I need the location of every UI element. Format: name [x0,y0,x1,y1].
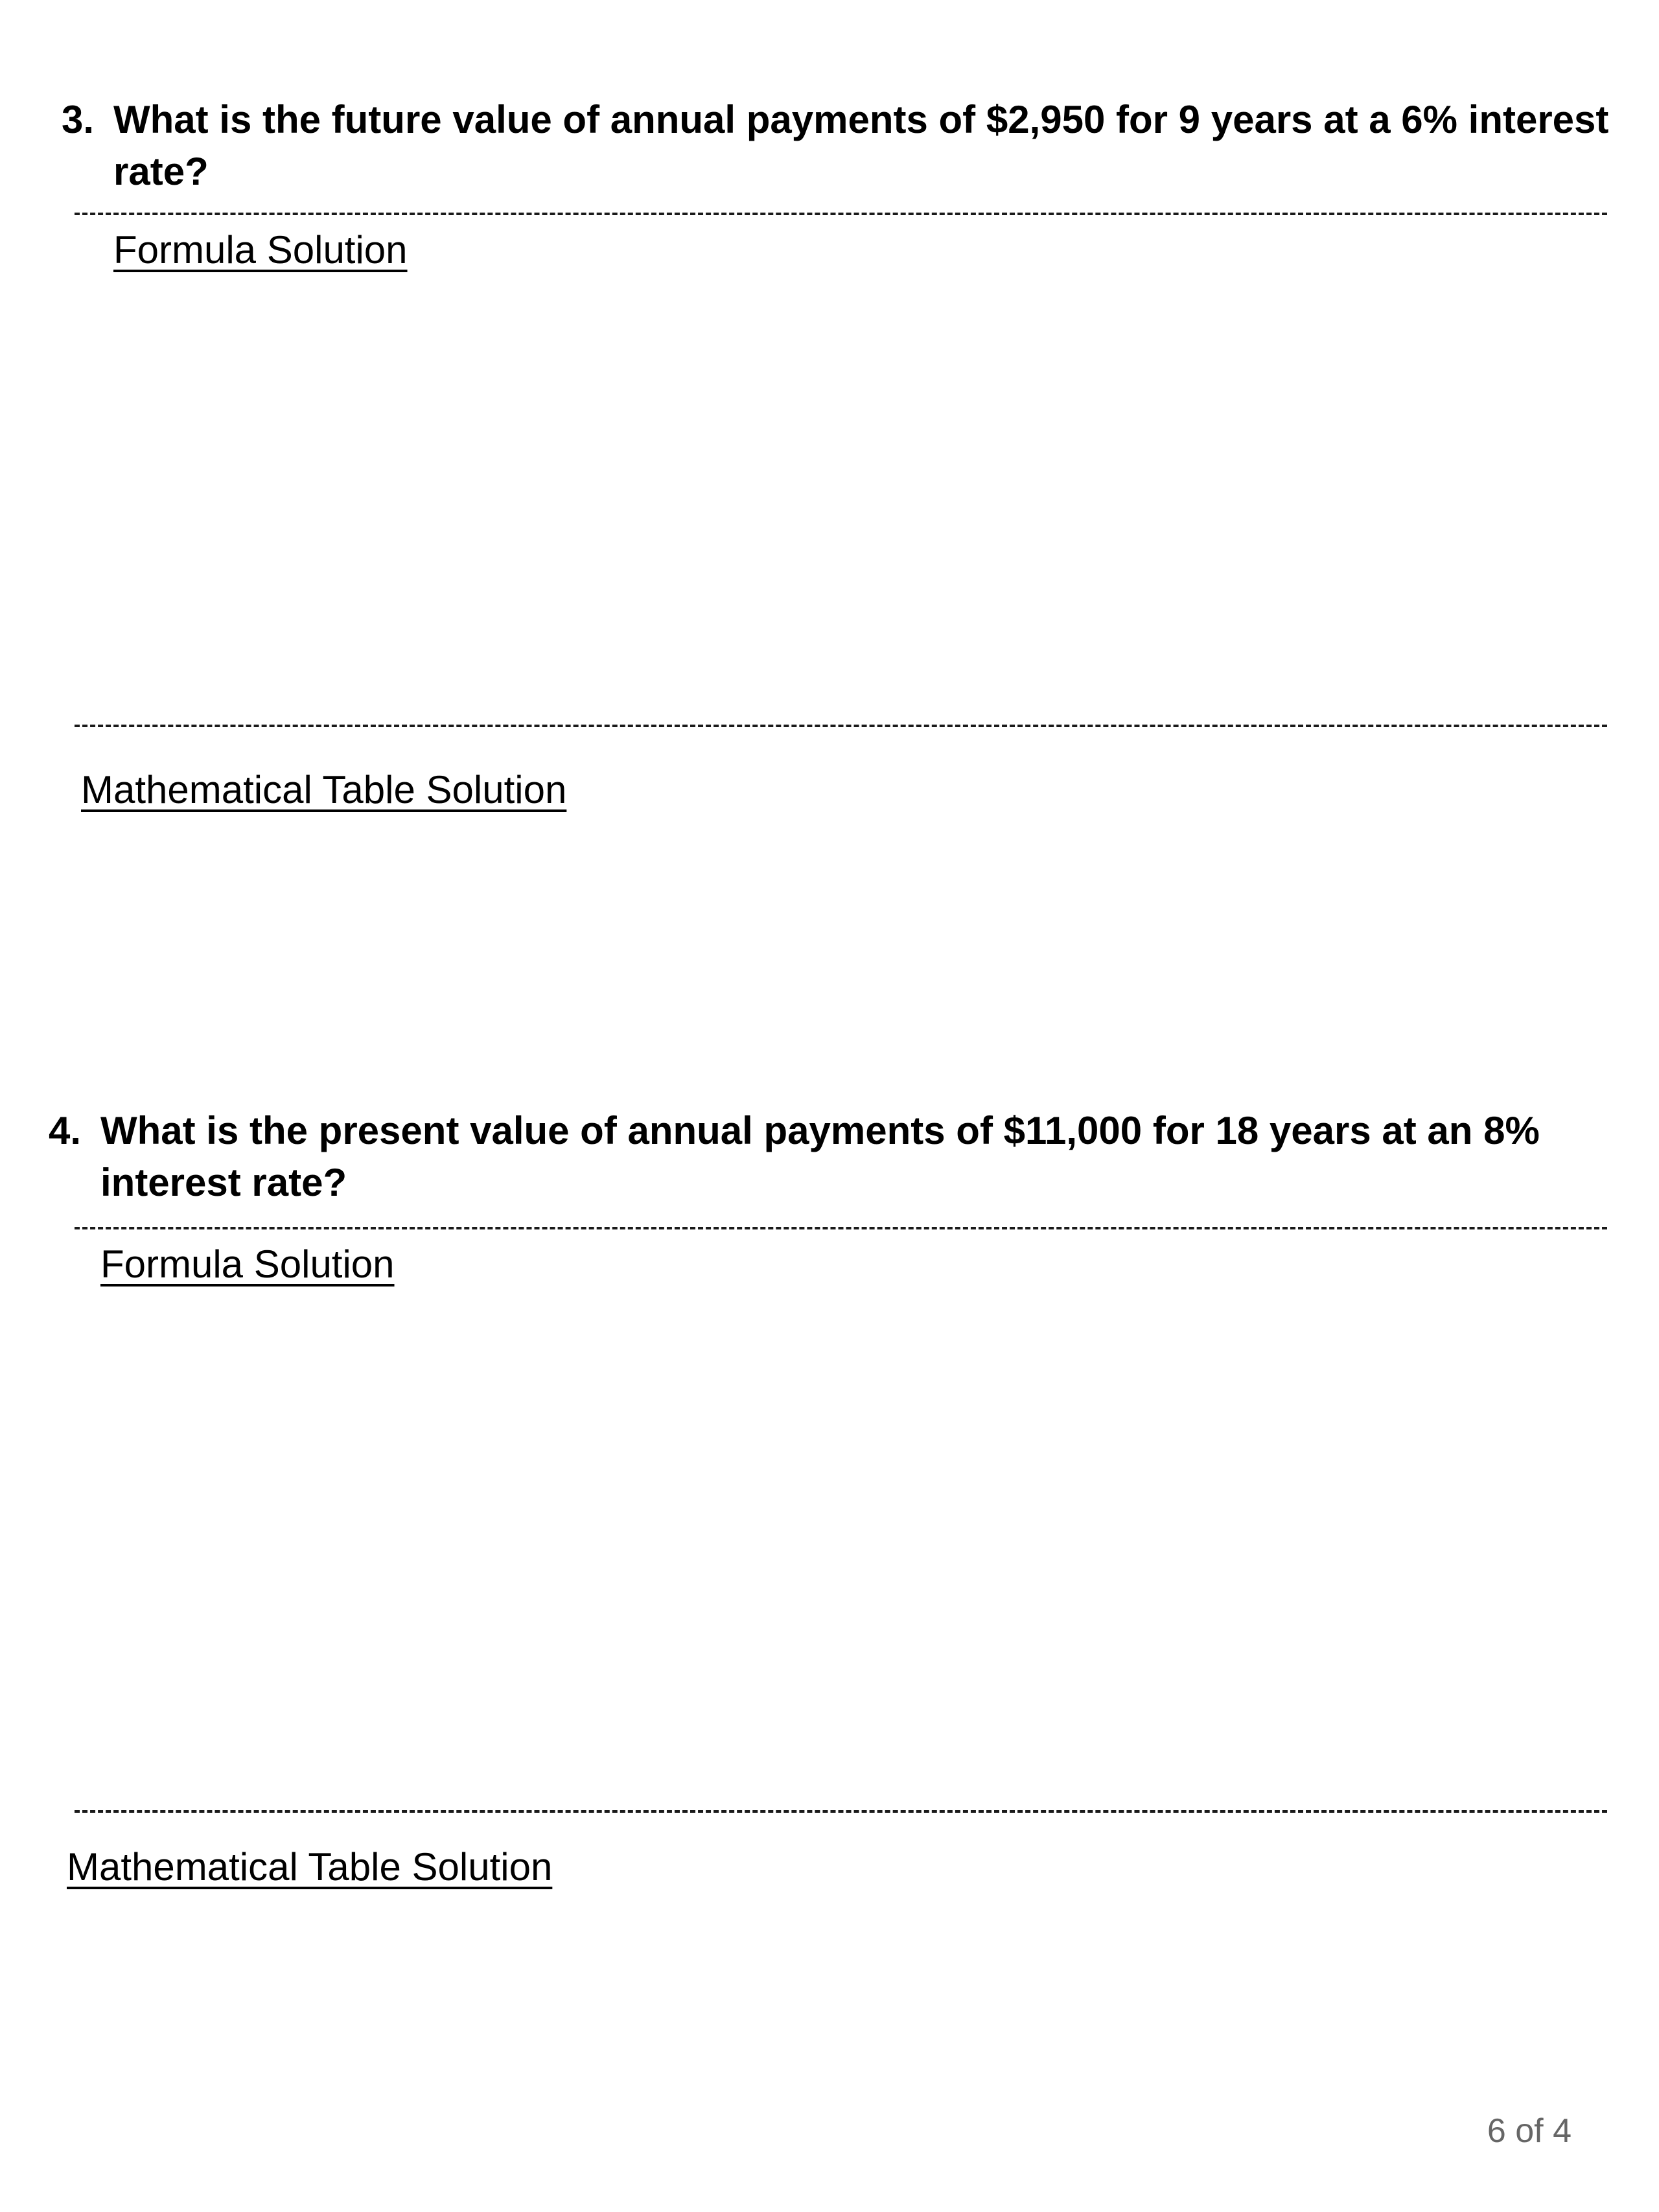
page-number: 6 of 4 [1487,2112,1572,2150]
question-4-text: What is the present value of annual payments of $11,000 for 18 years at an 8% interest rate? [100,1109,1540,1204]
q4-table-solution-label: Mathematical Table Solution [67,1845,553,1889]
question-4 [49,1105,1604,1209]
divider-q3-top [75,213,1607,215]
divider-q4-top [75,1227,1607,1229]
question-4-number: 4. [49,1109,82,1152]
divider-q4-middle [75,1810,1607,1813]
question-3-number: 3. [62,98,95,141]
question-3 [62,94,1617,198]
q4-formula-solution-label: Formula Solution [100,1242,395,1286]
q3-table-solution-label: Mathematical Table Solution [81,768,567,811]
divider-q3-middle [75,725,1607,727]
question-3-text: What is the future value of annual payments of $2,950 for 9 years at a 6% interest rate? [113,98,1609,193]
q3-formula-solution-label: Formula Solution [113,228,408,272]
